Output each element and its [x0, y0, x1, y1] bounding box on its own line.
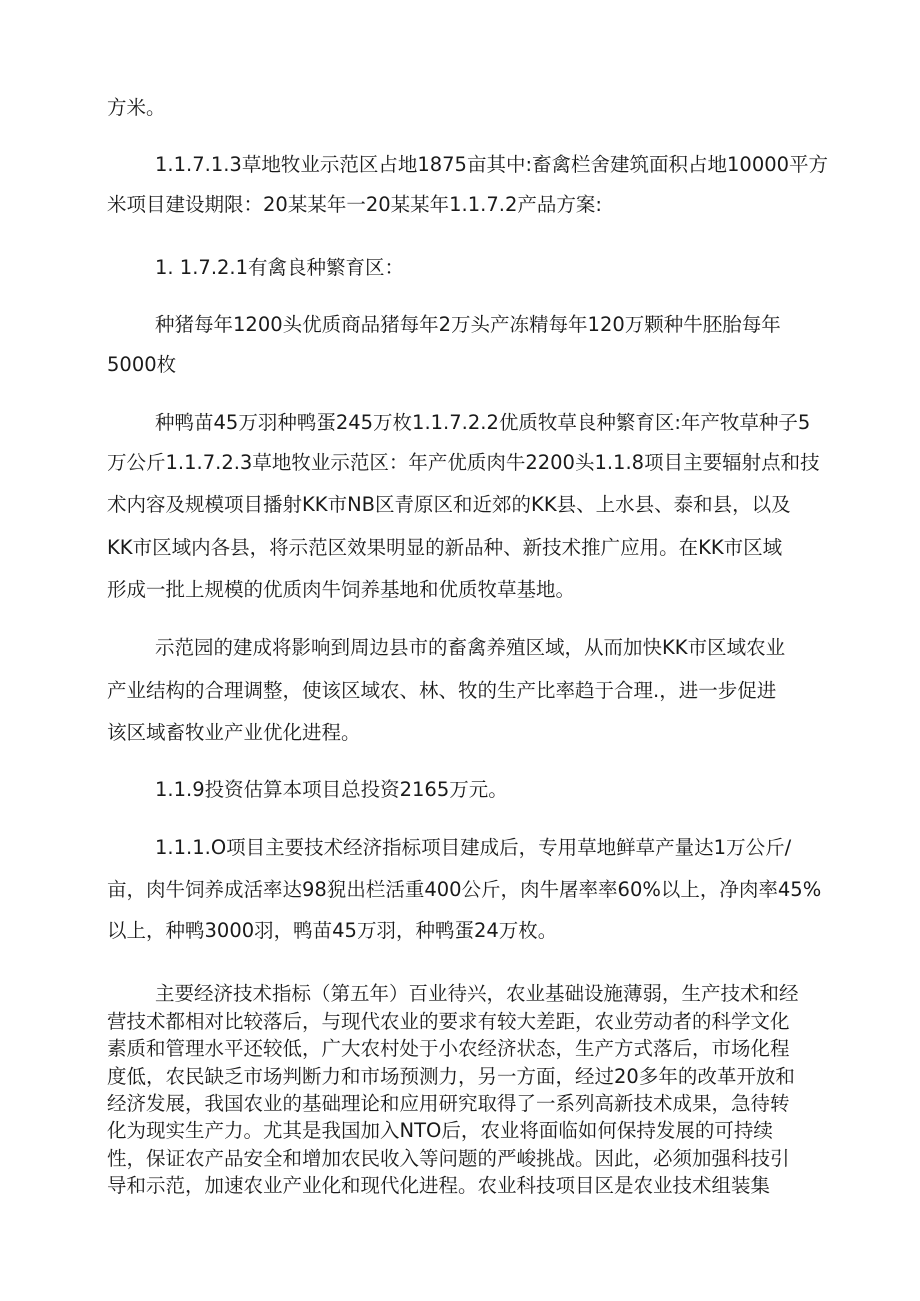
text-line: 亩，肉牛饲养成活率达98猊出栏活重400公斤，肉牛屠率率60%以上，净肉率45%	[107, 878, 822, 901]
text-line: 1. 1.7.2.1有禽良种繁育区：	[155, 256, 405, 279]
text-line: 形成一批上规模的优质肉牛饲养基地和优质牧草基地。	[107, 578, 576, 601]
text-line: 性，保证农产品安全和增加农民收入等问题的严峻挑战。因此，必须加强科技引	[107, 1147, 790, 1170]
text-line: 示范园的建成将影响到周边县市的畜禽养殖区域，从而加快KK市区域农业	[155, 636, 786, 659]
text-line: 术内容及规模项目播射KK市NB区青原区和近郊的KK县、上水县、泰和县，以及	[107, 493, 791, 516]
text-line: 素质和管理水平还较低，广大农村处于小农经济状态，生产方式落后，市场化程	[107, 1037, 790, 1060]
text-line: 营技术都相对比较落后，与现代农业的要求有较大差距，农业劳动者的科学文化	[107, 1010, 790, 1033]
text-line: 该区域畜牧业产业优化进程。	[107, 721, 361, 744]
text-line: 1.1.9投资估算本项目总投资2165万元。	[155, 778, 508, 801]
text-line: 度低，农民缺乏市场判断力和市场预测力，另一方面，经过20多年的改革开放和	[107, 1065, 795, 1088]
text-line: 米项目建设期限：20某某年一20某某年1.1.7.2产品方案:	[107, 193, 602, 216]
text-line: 经济发展，我国农业的基础理论和应用研究取得了一系列高新技术成果，急待转	[107, 1092, 790, 1115]
text-line: 化为现实生产力。尤其是我国加入NTO后，农业将面临如何保持发展的可持续	[107, 1119, 773, 1142]
text-line: 种鸭苗45万羽种鸭蛋245万枚1.1.7.2.2优质牧草良种繁育区:年产牧草种子5	[155, 411, 811, 434]
text-line: 主要经济技术指标（第五年）百业待兴，农业基础设施薄弱，生产技术和经	[155, 982, 799, 1005]
text-line: 5000枚	[107, 353, 177, 376]
text-line: 1.1.1.O项目主要技术经济指标项目建成后，专用草地鲜草产量达1万公斤/	[155, 836, 792, 859]
text-line: 产业结构的合理调整，使该区域农、林、牧的生产比率趋于合理.，进一步促进	[107, 679, 777, 702]
text-line: 导和示范，加速农业产业化和现代化进程。农业科技项目区是农业技术组装集	[107, 1174, 771, 1197]
text-line: 种猪每年1200头优质商品猪每年2万头产冻精每年120万颗种牛胚胎每年	[155, 313, 781, 336]
text-line: 万公斤1.1.7.2.3草地牧业示范区：年产优质肉牛2200头1.1.8项目主要辐射点和技	[107, 451, 820, 474]
text-line: KK市区域内各县，将示范区效果明显的新品种、新技术推广应用。在KK市区域	[107, 536, 783, 559]
text-line: 以上，种鸭3000羽，鸭苗45万羽，种鸭蛋24万枚。	[107, 919, 558, 942]
text-line: 方米。	[107, 96, 166, 119]
text-line: 1.1.7.1.3草地牧业示范区占地1875亩其中:畜禽栏舍建筑面积占地10000平方	[155, 153, 829, 176]
